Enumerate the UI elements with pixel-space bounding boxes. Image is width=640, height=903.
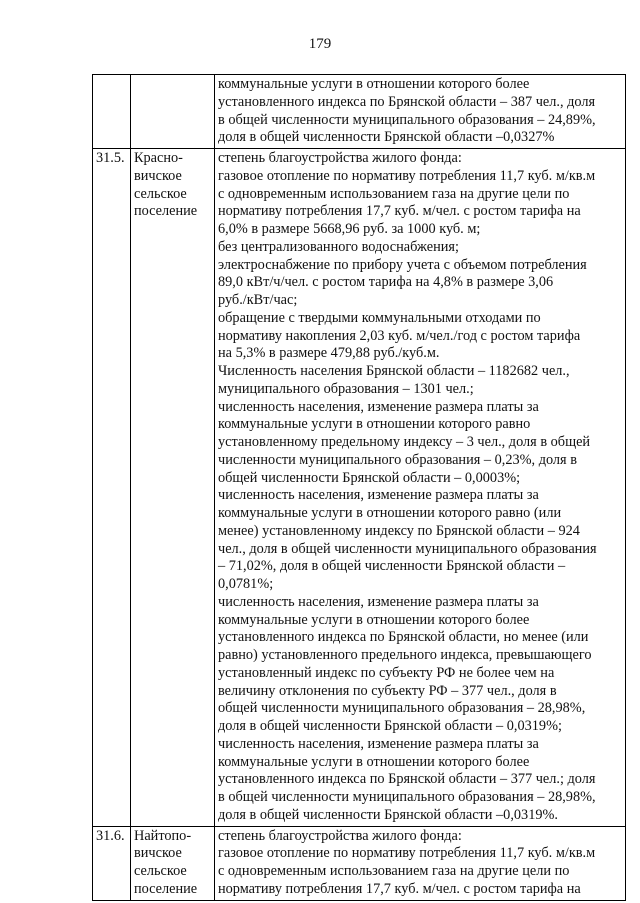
description-line: равно) установленного предельного индекса, превышающего — [218, 647, 592, 663]
description-line: величину отклонения по субъекту РФ – 377 чел., доля в — [218, 682, 557, 699]
description-line: в общей численности муниципального образования – 28,98%, — [218, 789, 596, 805]
description-line: руб./кВт/час; — [218, 292, 298, 308]
settlement-name-line: сельское — [134, 185, 187, 202]
description-line: численность населения, изменение размера платы за — [218, 735, 539, 752]
row-number — [93, 75, 131, 149]
description-line: нормативу потребления 17,7 куб. м/чел. с ростом тарифа на — [218, 880, 581, 897]
table-body — [93, 75, 626, 901]
description-line: электроснабжение по прибору учета с объемом потребления — [218, 256, 587, 273]
description-line: без централизованного водоснабжения; — [218, 238, 459, 255]
description-line: чел., доля в общей численности муниципального образования — [218, 540, 597, 557]
description-line: – 71,02%, доля в общей численности Брянской области – — [218, 558, 566, 575]
description-line: с одновременным использованием газа на другие цели по — [218, 863, 570, 879]
table-row — [93, 826, 626, 900]
description-cell — [215, 75, 626, 149]
description-line: степень благоустройства жилого фонда: — [218, 827, 462, 844]
description-line: 89,0 кВт/ч/чел. с ростом тарифа на 4,8% в размере 3,06 — [218, 274, 554, 291]
description-line: установленного индекса по Брянской области – 377 чел.; доля — [218, 771, 596, 788]
description-line: установленного индекса по Брянской области – 387 чел., доля — [218, 93, 596, 110]
row-number: 31.5. — [93, 149, 131, 827]
description-line: коммунальные услуги в отношении которого равно — [218, 416, 531, 433]
description-line: на 5,3% в размере 479,88 руб./куб.м. — [218, 345, 440, 362]
description-line: доля в общей численности Брянской области – 0,0319%; — [218, 718, 562, 734]
page-number: 179 — [308, 36, 332, 52]
description-line: 6,0% в размере 5668,96 руб. за 1000 куб. м; — [218, 221, 481, 237]
description-line: в общей численности муниципального образования – 24,89%, — [218, 111, 596, 128]
description-line: менее) установленному индексу по Брянской области – 924 — [218, 522, 580, 539]
description-line: коммунальные услуги в отношении которого более — [218, 611, 530, 628]
description-line: доля в общей численности Брянской области –0,0319%. — [218, 806, 558, 823]
description-line: численности муниципального образования – 0,23%, доля в — [218, 451, 577, 468]
settlement-name-line: поселение — [134, 203, 198, 220]
description-line: численность населения, изменение размера платы за — [218, 593, 539, 610]
settlement-name-line: вичское — [134, 167, 182, 184]
description-line: доля в общей численности Брянской области –0,0327% — [218, 129, 555, 146]
description-line: коммунальные услуги в отношении которого равно (или — [218, 505, 562, 521]
table-row — [93, 75, 626, 149]
settlement-name-line: Найтопо- — [134, 827, 192, 844]
description-line: установленному предельному индексу – 3 чел., доля в общей — [218, 434, 591, 450]
description-line: с одновременным использованием газа на другие цели по — [218, 185, 570, 202]
settlement-name-line: Красно- — [134, 150, 183, 166]
description-line: коммунальные услуги в отношении которого более — [218, 753, 530, 770]
description-line: муниципального образования – 1301 чел.; — [218, 380, 474, 397]
description-line: нормативу потребления 17,7 куб. м/чел. с ростом тарифа на — [218, 203, 581, 220]
description-cell — [215, 826, 626, 900]
settlement-name-line: сельское — [134, 863, 187, 879]
description-line: общей численности муниципального образования – 28,98%, — [218, 700, 586, 717]
settlement-name — [131, 149, 215, 827]
row-number: 31.6. — [93, 826, 131, 900]
settlement-name-line: вичское — [134, 845, 182, 862]
description-line: численность населения, изменение размера платы за — [218, 487, 539, 504]
settlement-name — [131, 75, 215, 149]
table-row — [93, 149, 626, 827]
description-line: численность населения, изменение размера платы за — [218, 398, 539, 415]
tariff-table — [92, 74, 626, 901]
description-line: обращение с твердыми коммунальными отходами по — [218, 309, 541, 326]
description-line: Численность населения Брянской области – 1182682 чел., — [218, 363, 570, 379]
description-line: газовое отопление по нормативу потребления 11,7 куб. м/кв.м — [218, 167, 596, 184]
description-line: 0,0781%; — [218, 576, 274, 592]
description-line: нормативу накопления 2,03 куб. м/чел./год с ростом тарифа — [218, 327, 581, 344]
description-line: газовое отопление по нормативу потребления 11,7 куб. м/кв.м — [218, 845, 596, 862]
description-cell — [215, 149, 626, 827]
description-line: степень благоустройства жилого фонда: — [218, 150, 462, 166]
settlement-name — [131, 826, 215, 900]
description-line: установленного индекса по Брянской области, но менее (или — [218, 629, 589, 646]
settlement-name-line: поселение — [134, 880, 198, 897]
description-line: общей численности Брянской области – 0,0003%; — [218, 469, 521, 486]
description-line: коммунальные услуги в отношении которого более — [218, 76, 530, 92]
description-line: установленный индекс по субъекту РФ не более чем на — [218, 664, 555, 681]
